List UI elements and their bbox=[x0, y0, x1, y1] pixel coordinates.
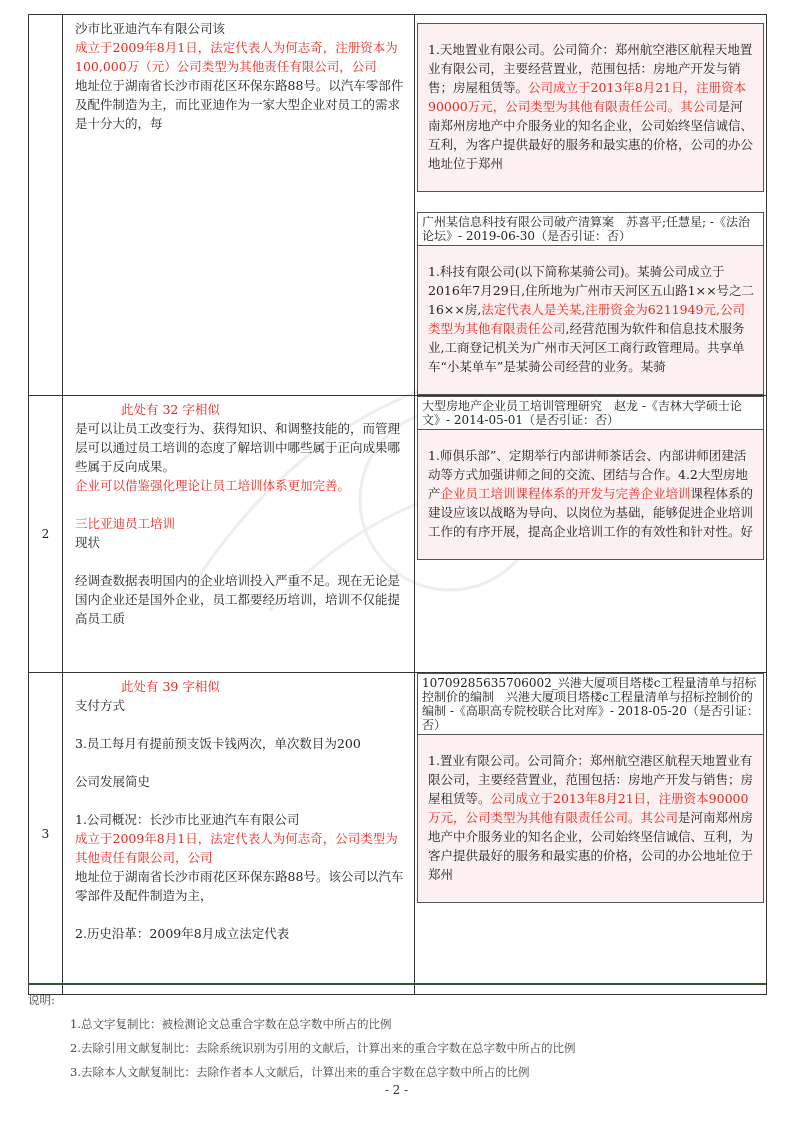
source-title-link[interactable]: 大型房地产企业员工培训管理研究 赵龙 -《吉林大学硕士论文》- 2014-05-01（是否引证：否） bbox=[418, 397, 763, 429]
row-number bbox=[29, 15, 63, 396]
source-cell bbox=[415, 15, 767, 396]
paragraph bbox=[428, 40, 755, 173]
matched-text: 三比亚迪员工培训 bbox=[75, 516, 176, 531]
paragraph-gap bbox=[75, 791, 406, 810]
paragraph bbox=[75, 696, 406, 715]
paragraph bbox=[75, 38, 406, 76]
matched-text: 企业可以借鉴强化理论让员工培训体系更加完善。 bbox=[75, 478, 351, 493]
paragraph-gap bbox=[75, 905, 406, 924]
paragraph bbox=[75, 772, 406, 791]
text-run: 1.师俱乐部”、定期举行内部讲师茶话会、内部讲师团建活动等方式加强讲师之间的交流、团结与合作。4.2大型房地产 bbox=[428, 447, 748, 501]
notes-title: 说明: bbox=[28, 993, 55, 1007]
source-list bbox=[415, 396, 766, 560]
text-run: 经调查数据表明国内的企业培训投入严重不足。现在无论是国内企业还是国外企业，员工都要经历培训，培训不仅能提高员工质 bbox=[75, 573, 401, 626]
source-title-link[interactable]: 10709285635706002_兴港大厦项目塔楼c工程量清单与招标控制价的编制 兴港大厦项目塔楼c工程量清单与招标控制价的编制 -《高职高专院校联合比对库》- 2018-05-20（是否引证：否） bbox=[418, 674, 763, 734]
text-run: 是可以让员工改变行为、获得知识、和调整技能的，而管理层可以通过员工培训的态度了解培训中哪些属于正向成果哪些属于反向成果。 bbox=[75, 421, 401, 474]
text-run: ,经营范围为软件和信息技术服务业,工商登记机关为广州市天河区工商行政管理局。共享单车“小某单车”是某骑公司经营的业务。某骑 bbox=[428, 320, 745, 374]
source-excerpt bbox=[418, 734, 763, 902]
paragraph bbox=[75, 867, 406, 905]
matched-text: 企业员工培训课程体系的开发与完善企业培训 bbox=[440, 485, 691, 501]
notes-section bbox=[28, 983, 766, 1084]
note-item: 2.去除引用文献复制比：去除系统识别为引用的文献后，计算出来的重合字数在总字数中所占的比例 bbox=[70, 1041, 576, 1055]
matched-text: 法定代表人是关某,注册资金为6211949元,公司类型为其他有限责任公司 bbox=[428, 301, 745, 336]
text-run: 2.历史沿革：2009年8月成立法定代表 bbox=[75, 926, 290, 941]
paragraph-gap bbox=[75, 715, 406, 734]
paragraph bbox=[75, 419, 406, 476]
text-run: 3.员工每月有提前预支饭卡钱两次，单次数目为200 bbox=[75, 736, 361, 751]
paragraph bbox=[75, 734, 406, 753]
paragraph-gap bbox=[75, 552, 406, 571]
text-run: 支付方式 bbox=[75, 698, 126, 713]
paragraph bbox=[75, 829, 406, 867]
similarity-label: 此处有 32 字相似 bbox=[121, 402, 220, 417]
source-cell bbox=[415, 396, 767, 673]
source-excerpt bbox=[418, 429, 763, 559]
checked-text-cell bbox=[63, 15, 415, 396]
text-run: 1.科技有限公司(以下简称某骑公司)。某骑公司成立于2016年7月29日,住所地为广州市天河区五山路1××号之二16××房, bbox=[428, 263, 755, 317]
source-box bbox=[417, 23, 764, 192]
matched-text: 。其公司 bbox=[667, 98, 718, 114]
source-box bbox=[417, 212, 764, 395]
matched-text: 公司成立于2013年8月21日，注册资本90000万元，公司类型为其他有限责任公司。其公司 bbox=[428, 790, 749, 825]
checked-text bbox=[63, 15, 414, 133]
source-excerpt bbox=[418, 245, 763, 394]
source-box bbox=[417, 396, 764, 560]
text-run: 1.置业有限公司。公司简介：郑州航空港区航程天地置业有限公司，主要经营置业，范围包括：房地产开发与销售；房屋租赁等。 bbox=[428, 752, 754, 806]
paragraph-gap bbox=[75, 753, 406, 772]
paragraph bbox=[428, 751, 755, 884]
source-list bbox=[415, 23, 766, 395]
matched-text: 成立于2009年8月1日，法定代表人为何志奇，注册资本为100,000万（元）公司类型为其他责任有限公司，公司 bbox=[75, 40, 398, 74]
text-run: 课程体系的建设应该以战略为导向、以岗位为基础，能够促进企业培训工作的有序开展，提高企业培训工作的有效性和针对性。好 bbox=[428, 485, 754, 539]
similarity-label: 此处有 39 字相似 bbox=[121, 679, 220, 694]
matched-text: 成立于2009年8月1日，法定代表人为何志奇，公司类型为其他责任有限公司，公司 bbox=[75, 831, 398, 865]
paragraph bbox=[75, 476, 406, 495]
text-run: 地址位于湖南省长沙市雨花区环保东路88号。以汽车零部件及配件制造为主，而比亚迪作为一家大型企业对员工的需求是十分大的，每 bbox=[75, 78, 404, 131]
divider bbox=[28, 983, 766, 985]
paragraph bbox=[75, 810, 406, 829]
checked-text bbox=[75, 419, 406, 628]
paragraph bbox=[75, 19, 406, 38]
source-box bbox=[417, 673, 764, 903]
source-cell bbox=[415, 673, 767, 995]
matched-text: 公司成立于2013年8月21日，注册资本90000万元，公司类型为其他有限责任公司 bbox=[428, 79, 747, 114]
text-run: 1.天地置业有限公司。公司简介：郑州航空港区航程天地置业有限公司，主要经营置业，范围包括：房地产开发与销售；房屋租赁等。 bbox=[428, 41, 753, 95]
checked-text-cell bbox=[63, 396, 415, 673]
table-row bbox=[29, 396, 767, 673]
paragraph bbox=[75, 76, 406, 133]
checked-text-cell bbox=[63, 673, 415, 995]
note-item: 3.去除本人文献复制比：去除作者本人文献后，计算出来的重合字数在总字数中所占的比例 bbox=[70, 1065, 530, 1079]
paragraph bbox=[75, 924, 406, 943]
checked-text bbox=[75, 696, 406, 943]
source-excerpt bbox=[418, 24, 763, 191]
table-row bbox=[29, 15, 767, 396]
text-run: 是河南郑州房地产中介服务业的知名企业，公司始终坚信诚信、互利，为客户提供最好的服务和最实惠的价格，公司的办公地址位于郑州 bbox=[428, 98, 754, 171]
paragraph bbox=[75, 533, 406, 552]
table-row bbox=[29, 673, 767, 995]
paragraph bbox=[428, 446, 755, 541]
text-run: 现状 bbox=[75, 535, 101, 550]
text-run: 地址位于湖南省长沙市雨花区环保东路88号。该公司以汽车零部件及配件制造为主， bbox=[75, 869, 404, 903]
paragraph bbox=[75, 514, 406, 533]
text-run: 沙市比亚迪汽车有限公司该 bbox=[75, 21, 226, 36]
text-run: 1.公司概况：长沙市比亚迪汽车有限公司 bbox=[75, 812, 300, 827]
row-number: 2 bbox=[29, 396, 63, 673]
comparison-table bbox=[28, 14, 767, 995]
source-list bbox=[415, 673, 766, 903]
page-number: - 2 - bbox=[384, 1083, 409, 1097]
paragraph-gap bbox=[75, 495, 406, 514]
row-number: 3 bbox=[29, 673, 63, 995]
text-run: 是河南郑州房地产中介服务业的知名企业，公司始终坚信诚信、互利，为客户提供最好的服务和最实惠的价格，公司的办公地址位于郑州 bbox=[428, 809, 754, 882]
paragraph bbox=[428, 262, 755, 376]
text-run: 公司发展简史 bbox=[75, 774, 151, 789]
source-title-link[interactable]: 广州某信息科技有限公司破产清算案 苏喜平;任慧星; -《法治论坛》- 2019-06-30（是否引证：否） bbox=[418, 213, 763, 245]
paragraph bbox=[75, 571, 406, 628]
note-item: 1.总文字复制比：被检测论文总重合字数在总字数中所占的比例 bbox=[70, 1017, 392, 1031]
